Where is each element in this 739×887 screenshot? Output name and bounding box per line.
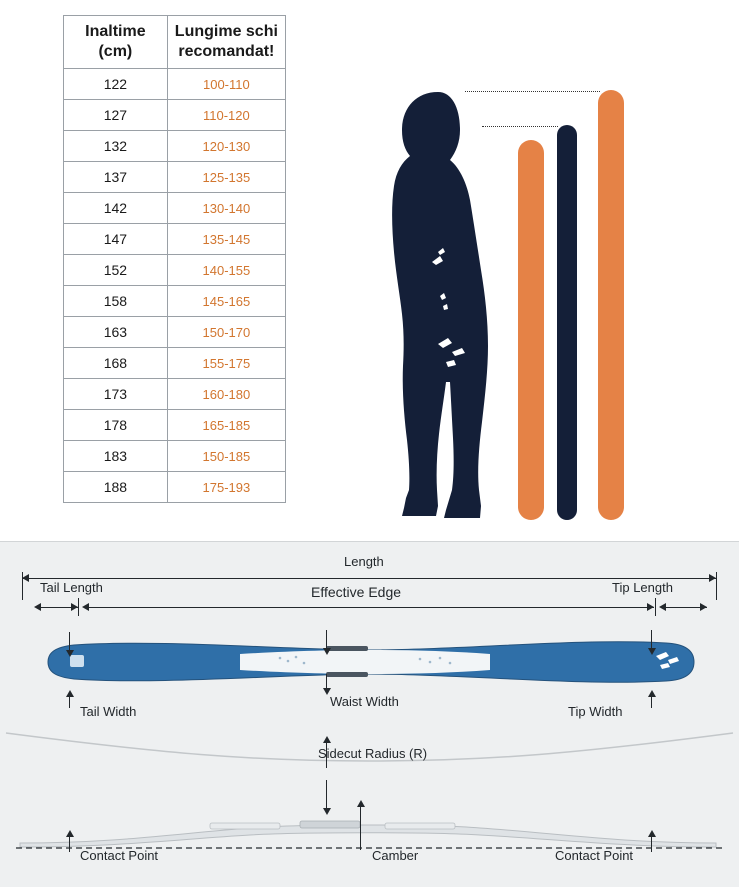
tail-length-tick [78, 598, 79, 616]
cell-ski-length: 150-185 [167, 441, 285, 472]
cell-height: 152 [64, 255, 168, 286]
cell-height: 132 [64, 131, 168, 162]
label-tail-length: Tail Length [40, 580, 103, 595]
skier-silhouette-icon [380, 90, 510, 520]
label-tip-width: Tip Width [568, 704, 623, 719]
contact-point-left-arrow [66, 830, 74, 837]
effective-edge-dimension-line [84, 607, 654, 608]
label-sidecut-radius: Sidecut Radius (R) [318, 746, 428, 761]
cell-ski-length: 130-140 [167, 193, 285, 224]
cell-height: 188 [64, 472, 168, 503]
table-header-row [64, 16, 286, 69]
table-row [64, 317, 286, 348]
column-header-ski-length [167, 16, 285, 69]
label-length: Length [344, 554, 384, 569]
table-row [64, 162, 286, 193]
contact-point-right-arrow [648, 830, 656, 837]
effective-edge-arrow-right [647, 603, 654, 611]
label-tip-length: Tip Length [612, 580, 673, 595]
table-row [64, 286, 286, 317]
length-arrow-right [709, 574, 716, 582]
table-row [64, 410, 286, 441]
label-contact-point-left: Contact Point [80, 848, 159, 863]
table-row [64, 193, 286, 224]
tail-width-arrow-head [66, 650, 74, 657]
cell-height: 163 [64, 317, 168, 348]
cell-height: 173 [64, 379, 168, 410]
cell-ski-length: 140-155 [167, 255, 285, 286]
label-tail-width: Tail Width [80, 704, 137, 719]
ski-orange-short [518, 140, 544, 520]
cell-height: 147 [64, 224, 168, 255]
tail-length-arrow-left [34, 603, 41, 611]
ski-dark-navy [557, 125, 577, 520]
length-tick-left [22, 572, 23, 600]
tip-width-arrow-up [648, 690, 656, 697]
effective-edge-tick-right [655, 598, 656, 616]
cell-ski-length: 165-185 [167, 410, 285, 441]
sidecut-arrow-up [323, 736, 331, 743]
ski-waist-graphic [240, 650, 490, 674]
column-header-ski-line1: Lungime schi [174, 23, 278, 40]
binding-front [326, 646, 368, 651]
cell-ski-length: 100-110 [167, 69, 285, 100]
cell-ski-length: 150-170 [167, 317, 285, 348]
column-header-height-line2: (cm) [98, 43, 133, 60]
column-header-height-line1: Inaltime [85, 23, 146, 40]
tail-length-arrow-right [71, 603, 78, 611]
camber-arrow [357, 800, 365, 807]
label-camber: Camber [372, 848, 419, 863]
column-header-height [64, 16, 168, 69]
column-header-ski-line2: recomandat! [178, 43, 275, 60]
table-row [64, 100, 286, 131]
cell-ski-length: 145-165 [167, 286, 285, 317]
tail-width-arrow-up [66, 690, 74, 697]
cell-ski-length: 120-130 [167, 131, 285, 162]
label-effective-edge: Effective Edge [311, 584, 402, 600]
cell-ski-length: 175-193 [167, 472, 285, 503]
tip-length-arrow-right [700, 603, 707, 611]
cell-height: 168 [64, 348, 168, 379]
cell-ski-length: 155-175 [167, 348, 285, 379]
cell-height: 122 [64, 69, 168, 100]
length-tick-right [716, 572, 717, 600]
table-row [64, 441, 286, 472]
cell-ski-length: 125-135 [167, 162, 285, 193]
cell-ski-length: 135-145 [167, 224, 285, 255]
table-row [64, 379, 286, 410]
table-row [64, 69, 286, 100]
cell-height: 178 [64, 410, 168, 441]
table-row [64, 224, 286, 255]
cell-ski-length: 160-180 [167, 379, 285, 410]
ski-size-table [63, 15, 286, 503]
ski-orange-tall [598, 90, 624, 520]
table-row [64, 348, 286, 379]
table-row [64, 131, 286, 162]
tip-length-arrow-left [659, 603, 666, 611]
ski-top-view-illustration [40, 638, 700, 686]
table-row [64, 255, 286, 286]
tip-width-arrow-head [648, 648, 656, 655]
cell-height: 137 [64, 162, 168, 193]
cell-ski-length: 110-120 [167, 100, 285, 131]
table-row [64, 472, 286, 503]
camber-leader [360, 804, 361, 850]
cell-height: 158 [64, 286, 168, 317]
binding-rear [326, 672, 368, 677]
cell-height: 142 [64, 193, 168, 224]
waist-width-arrow-head [323, 648, 331, 655]
effective-edge-arrow-left [82, 603, 89, 611]
ski-anatomy-diagram [0, 541, 739, 887]
length-dimension-line [22, 578, 716, 579]
label-contact-point-right: Contact Point [555, 848, 634, 863]
figure-and-skis-illustration [370, 70, 710, 520]
cell-height: 127 [64, 100, 168, 131]
sidecut-curve [0, 727, 739, 797]
length-arrow-left [22, 574, 29, 582]
cell-height: 183 [64, 441, 168, 472]
label-waist-width: Waist Width [330, 694, 399, 709]
table-body [64, 69, 286, 503]
